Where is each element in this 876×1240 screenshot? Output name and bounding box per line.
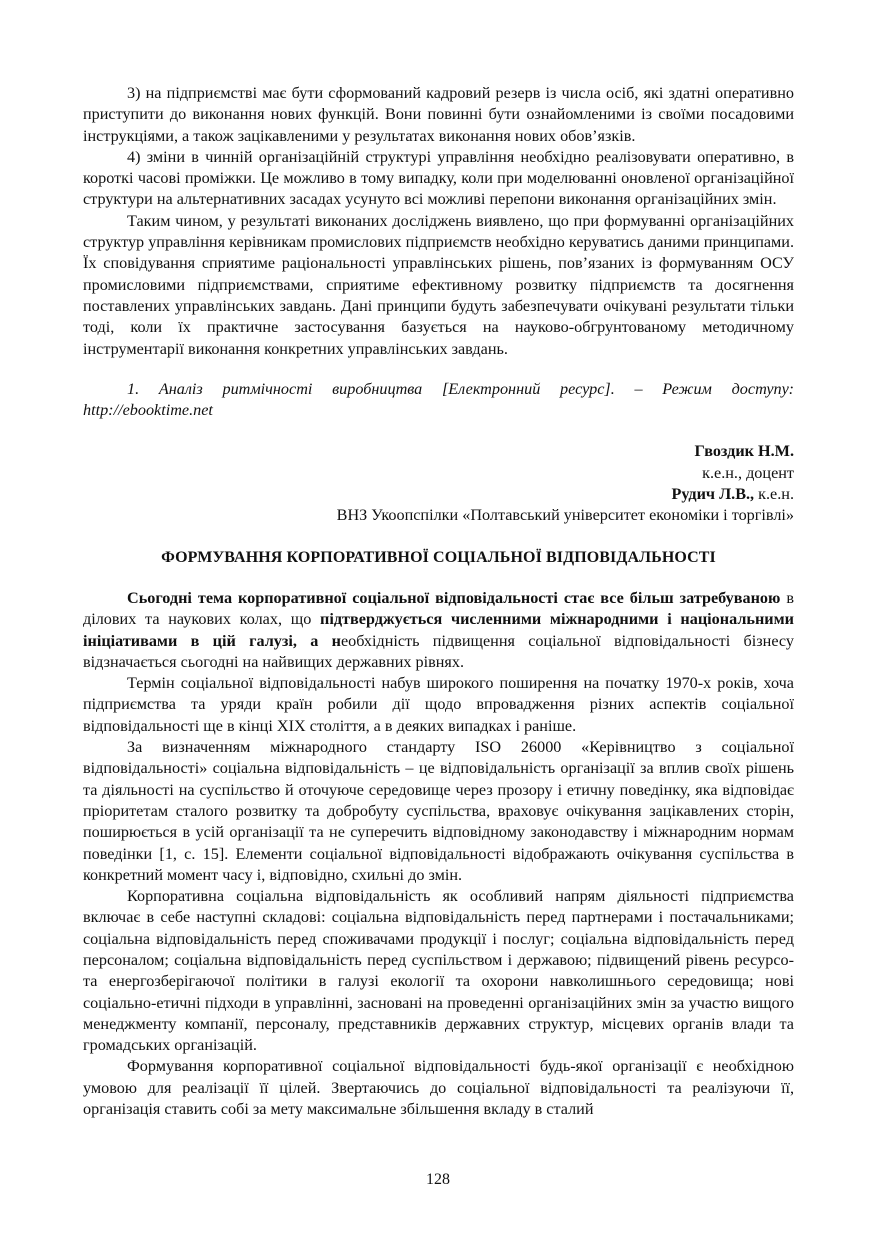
intro-part1: Сьогодні тема корпоративної соціальної відповідальності стає все більш затребуваною [127, 588, 781, 607]
paragraph-components: Корпоративна соціальна відповідальність як особливий напрям діяльності підприємства включає в себе наступні складові: соціальна відповідальність перед партнерами і постачальниками; соціальна відповідальність перед споживачами продукції і послуг; соціальна відповідальність перед персоналом; соціальна відповідальність перед суспільством і державою; підвищений рівень ресурсо- та енергозберігаючої політики в галузі екології та охорони навколишнього середовища; нові соціально-етичні підходи в управлінні, засновані на проведенні організаційних змін за участю вищого менеджменту компанії, персоналу, представників державних структур, місцевих органів влади та громадських організацій. [83, 887, 794, 1055]
intro-part4: еобхідність підвищення соціальної відповідальності бізнесу відзначається сьогодні на найвищих державних рівнях. [83, 631, 794, 671]
author1-name: Гвоздик Н.М. [694, 442, 794, 461]
paragraph-iso-definition: За визначенням міжнародного стандарту ISO 26000 «Керівництво з соціальної відповідальності» соціальна відповідальність – це відповідальність організації за вплив своїх рішень та діяльності на суспільство й оточуюче середовище через прозору і етичну поведінку, яка відповідає пріоритетам сталого розвитку та добробуту суспільства, враховує очікування зацікавлених сторін, поширюється в усій організації та не суперечить відповідному законодавству і міжнародним нормам поведінки [1, с. 15]. Елементи соціальної відповідальності відображають очікування суспільства в конкретний момент часу і, відповідно, схильні до змін. [83, 738, 794, 884]
intro-part2: в ділових та наукових колах, що [83, 588, 794, 629]
page-content [83, 83, 794, 1120]
author2-title: к.е.н. [754, 485, 794, 504]
intro-paragraph [83, 588, 794, 673]
page-number: 128 [426, 1171, 450, 1188]
paragraph-item-3: 3) на підприємстві має бути сформований кадровий резерв із числа осіб, які здатні оперативно приступити до виконання нових функцій. Вони повинні бути ознайомленими із своїми посадовими інструкціями, а також зацікавленими у результатах виконання нових обов’язків. [83, 84, 794, 145]
paragraph-item-4: 4) зміни в чинній організаційній структурі управління необхідно реалізовувати оперативно, в короткі часові проміжки. Це можливо в тому випадку, коли при моделюванні оновленої організаційної структури на альтернативних засадах усунуто всі можливі перепони виконання організаційних змін. [83, 147, 794, 209]
intro-part3: підтверджується численними міжнародними і національними ініціативами в цій галузі, а н [83, 610, 794, 650]
affiliation: ВНЗ Укоопспілки «Полтавський університет економіки і торгівлі» [336, 506, 794, 525]
author1-title: к.е.н., доцент [702, 463, 794, 482]
article-title: ФОРМУВАННЯ КОРПОРАТИВНОЇ СОЦІАЛЬНОЇ ВІДПОВІДАЛЬНОСТІ [161, 548, 716, 566]
paragraph-conclusion: Таким чином, у результаті виконаних досліджень виявлено, що при формуванні організаційних структур управління керівникам промислових підприємств необхідно керуватись даними принципами. Їх сповідування сприятиме раціональності управлінських рішень, пов’язаних із формуванням ОСУ промисловими підприємствами, сприятиме ефективному розвитку підприємств та досягнення поставлених управлінських завдань. Дані принципи будуть забезпечувати очікувані результати тільки тоді, коли їх практичне застосування базується на науково-обгрунтованому методичному інструментарії виконання конкретних управлінських завдань. [83, 211, 794, 358]
author-block [83, 441, 794, 526]
paragraph-formation: Формування корпоративної соціальної відповідальності будь-якої організації є необхідною умовою для реалізації її цілей. Звертаючись до соціальної відповідальності та реалізуючи її, організація ставить собі за мету максимальне збільшення вкладу в сталий [83, 1057, 794, 1119]
author2-name: Рудич Л.В., [671, 485, 755, 504]
reference-item: 1. Аналіз ритмічності виробництва [Електронний ресурс]. – Режим доступу: http://ebooktime.net [83, 379, 794, 420]
paragraph-term-history: Термін соціальної відповідальності набув широкого поширення на початку 1970-х років, хоча підприємства та уряди країн робили дії щодо впровадження різних аспектів соціальної відповідальності ще в кінці XIX століття, а в деяких випадках і раніше. [83, 674, 794, 735]
